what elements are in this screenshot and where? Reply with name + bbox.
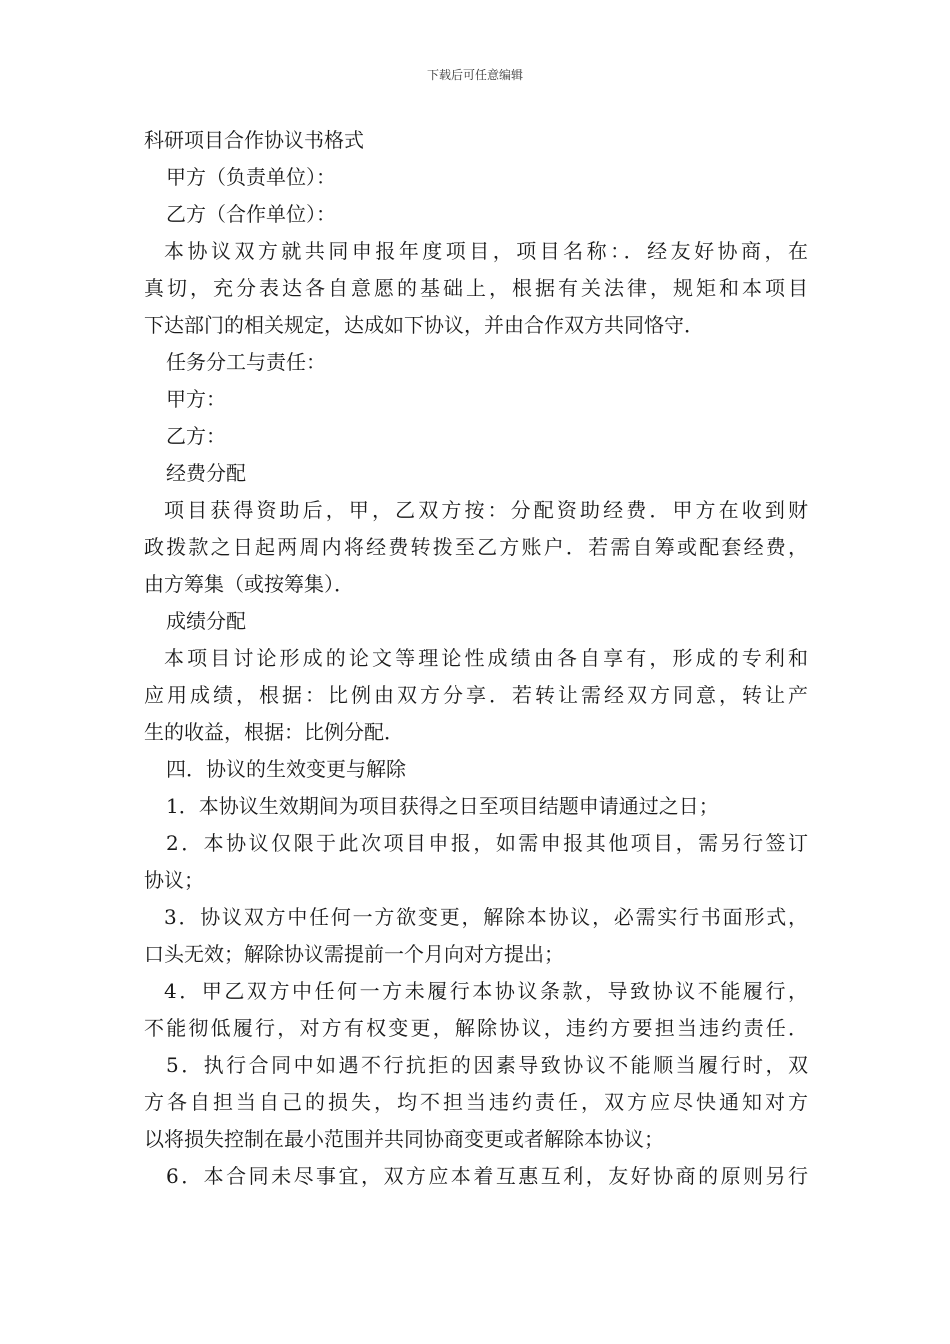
text-line: 以将损失控制在最小范围并共同协商变更或者解除本协议；	[144, 1127, 664, 1151]
text-line: 项目获得资助后，甲，乙双方按：分配资助经费．甲方在收到财	[164, 498, 808, 522]
text-line: 甲方（负责单位）：	[166, 165, 336, 189]
text-line: 协议；	[144, 868, 204, 892]
document-body	[144, 122, 808, 1195]
text-line: 方各自担当自己的损失，均不担当违约责任，双方应尽快通知对方	[144, 1090, 808, 1114]
text-line: 5．执行合同中如遇不行抗拒的因素导致协议不能顺当履行时，双	[166, 1053, 808, 1077]
text-line: 2．本协议仅限于此次项目申报，如需申报其他项目，需另行签订	[166, 831, 808, 855]
text-line: 应用成绩，根据：比例由双方分享．若转让需经双方同意，转让产	[144, 683, 808, 707]
text-line: 下达部门的相关规定，达成如下协议，并由合作双方共同恪守．	[144, 313, 704, 337]
text-line: 3．协议双方中任何一方欲变更，解除本协议，必需实行书面形式，	[164, 905, 808, 929]
text-line: 甲方：	[166, 387, 226, 411]
text-line: 生的收益，根据：比例分配．	[144, 720, 404, 744]
text-line: 本项目讨论形成的论文等理论性成绩由各自享有，形成的专利和	[164, 646, 808, 670]
text-line: 6．本合同未尽事宜，双方应本着互惠互利，友好协商的原则另行	[166, 1164, 808, 1188]
text-line: 成绩分配	[166, 609, 246, 633]
page-header: 下载后可任意编辑	[426, 68, 523, 82]
text-line: 4．甲乙双方中任何一方未履行本协议条款，导致协议不能履行，	[164, 979, 808, 1003]
text-line: 四．协议的生效变更与解除	[166, 757, 406, 781]
text-line: 经费分配	[166, 461, 246, 485]
text-line: 本协议双方就共同申报年度项目，项目名称：．经友好协商，在	[164, 239, 808, 263]
text-line: 真切，充分表达各自意愿的基础上，根据有关法律，规矩和本项目	[144, 276, 808, 300]
document-title: 科研项目合作协议书格式	[144, 128, 364, 152]
text-line: 由方筹集（或按筹集）．	[144, 572, 354, 596]
text-line: 口头无效；解除协议需提前一个月向对方提出；	[144, 942, 564, 966]
text-line: 政拨款之日起两周内将经费转拨至乙方账户．若需自筹或配套经费，	[144, 535, 808, 559]
text-line: 乙方：	[166, 424, 226, 448]
text-line: 1．本协议生效期间为项目获得之日至项目结题申请通过之日；	[166, 794, 719, 818]
text-line: 任务分工与责任：	[166, 350, 326, 374]
text-line: 不能彻低履行，对方有权变更，解除协议，违约方要担当违约责任．	[144, 1016, 808, 1040]
text-line: 乙方（合作单位）：	[166, 202, 336, 226]
